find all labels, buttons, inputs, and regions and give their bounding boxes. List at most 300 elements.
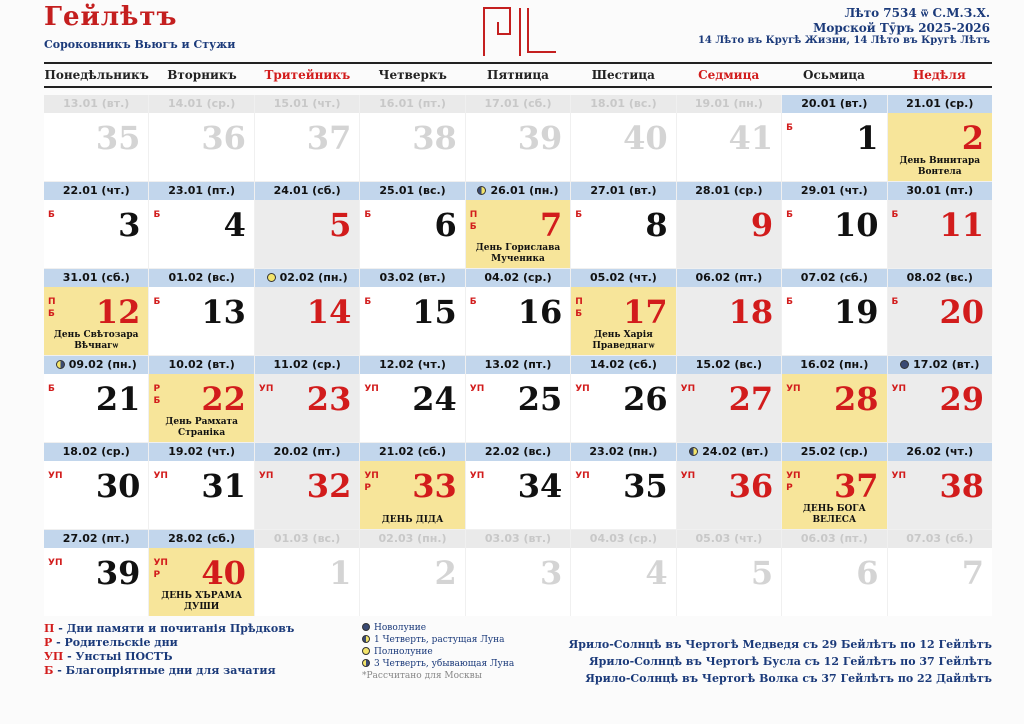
day-cell-date	[360, 269, 464, 287]
day-cell-body	[782, 461, 886, 529]
day-cell-date	[149, 530, 253, 548]
legend-marker-text: - Дни памяти и почитанія Прѣдковъ	[54, 622, 295, 635]
day-marker: УП	[153, 471, 168, 481]
day-cell[interactable]	[571, 95, 675, 181]
day-cell-date	[466, 182, 570, 200]
day-marker: Б	[469, 222, 477, 232]
legend-moon-row	[362, 658, 514, 670]
day-cell-date	[149, 182, 253, 200]
day-cell-body	[571, 287, 675, 355]
day-cell-date-text: 25.01 (вс.)	[379, 184, 446, 197]
day-cell-date	[466, 356, 570, 374]
day-cell[interactable]	[149, 95, 253, 181]
day-cell[interactable]	[677, 95, 781, 181]
day-cell[interactable]	[360, 182, 464, 268]
day-cell-body	[149, 374, 253, 442]
day-number: 1	[329, 554, 352, 592]
day-cell[interactable]	[571, 530, 675, 616]
day-number: 13	[201, 293, 246, 331]
day-cell-date	[466, 95, 570, 113]
legend-sun-halls	[540, 636, 992, 687]
day-cell-date	[255, 530, 359, 548]
day-cell[interactable]	[466, 95, 570, 181]
year-line: Лѣто 7534 ѿ С.М.З.Х.	[844, 6, 990, 20]
legend-marker-key: П	[44, 622, 55, 635]
day-number: 29	[939, 380, 984, 418]
day-cell[interactable]	[149, 182, 253, 268]
day-number: 18	[728, 293, 774, 331]
day-cell-date	[677, 269, 781, 287]
day-number: 37	[306, 119, 352, 157]
day-cell[interactable]	[44, 182, 148, 268]
day-cell[interactable]	[149, 443, 253, 529]
day-cell-body	[255, 200, 359, 268]
day-cell-date	[44, 356, 148, 374]
day-cell-date	[255, 95, 359, 113]
day-cell-date	[44, 530, 148, 548]
day-cell-date-text: 07.02 (сб.)	[800, 271, 868, 284]
day-cell[interactable]	[255, 356, 359, 442]
weekday-label: Недѣля	[912, 68, 966, 82]
day-cell-date	[360, 182, 464, 200]
day-cell-date-text: 18.01 (вс.)	[590, 97, 657, 110]
day-cell-date-text: 13.02 (пт.)	[484, 358, 552, 371]
day-cell[interactable]	[466, 443, 570, 529]
day-number: 9	[750, 206, 774, 244]
day-cell-date-text: 21.01 (ср.)	[906, 97, 974, 110]
day-cell-date-text: 23.02 (пн.)	[589, 445, 658, 458]
day-cell[interactable]	[677, 269, 781, 355]
day-cell[interactable]	[149, 269, 253, 355]
legend-marker-text: - Благопріятные дни для зачатия	[53, 664, 276, 677]
day-cell-date	[782, 269, 886, 287]
day-cell[interactable]	[44, 356, 148, 442]
month-title: Гейлѣтъ	[44, 2, 178, 32]
day-cell-body	[360, 113, 464, 181]
day-marker: УП	[364, 471, 379, 481]
day-number: 34	[517, 467, 563, 505]
day-cell-body	[677, 287, 781, 355]
day-marker: УП	[575, 471, 590, 481]
day-cell-date-text: 06.03 (пт.)	[800, 532, 868, 545]
day-cell[interactable]	[360, 269, 464, 355]
day-marker: П	[575, 297, 583, 307]
day-number: 8	[645, 206, 668, 244]
legend-sun-row: Ярило-Солнцѣ въ Чертогѣ Бусла съ 12 Гейлѣтъ по 37 Гейлѣтъ	[588, 655, 992, 668]
day-cell-body	[360, 548, 464, 616]
day-cell[interactable]	[255, 95, 359, 181]
day-cell[interactable]	[255, 530, 359, 616]
day-cell-body	[44, 374, 148, 442]
day-marker: Б	[891, 210, 899, 220]
day-marker: Б	[153, 396, 161, 406]
day-cell-body	[888, 113, 992, 181]
day-cell-body	[44, 287, 148, 355]
day-number: 10	[834, 206, 879, 244]
day-cell-date-text: 24.02 (вт.)	[702, 445, 769, 458]
day-cell-date	[888, 269, 992, 287]
weekday-label: Седмица	[698, 68, 760, 82]
day-cell[interactable]	[571, 356, 675, 442]
holiday-note: День Винитара Вонтела	[899, 156, 981, 177]
day-cell[interactable]	[466, 356, 570, 442]
day-marker: Б	[575, 309, 583, 319]
day-cell[interactable]	[255, 182, 359, 268]
day-cell[interactable]	[888, 182, 992, 268]
day-cell-date	[466, 443, 570, 461]
day-cell-date	[466, 530, 570, 548]
day-marker: УП	[891, 384, 907, 394]
day-marker: П	[48, 297, 56, 307]
day-cell[interactable]	[571, 182, 675, 268]
day-marker: УП	[891, 471, 907, 481]
day-cell-date-text: 22.01 (чт.)	[62, 184, 130, 197]
day-marker: Б	[48, 210, 55, 220]
day-cell-date-text: 06.02 (пт.)	[695, 271, 763, 284]
day-cell[interactable]	[44, 95, 148, 181]
day-number: 6	[856, 554, 879, 592]
weekday-label: Шестица	[591, 68, 655, 82]
day-cell-date-text: 11.02 (ср.)	[273, 358, 341, 371]
day-cell-date-text: 05.03 (чт.)	[695, 532, 763, 545]
day-cell-date-text: 09.02 (пн.)	[68, 358, 137, 371]
day-number: 39	[517, 119, 563, 157]
day-cell-date-text: 24.01 (сб.)	[273, 184, 341, 197]
day-cell-body	[149, 548, 253, 616]
legend-marker-text: - Унстыі ПОСТЪ	[63, 650, 173, 663]
day-number: 27	[728, 380, 774, 418]
legend-sun-row: Ярило-Солнцѣ въ Чертогѣ Волка съ 37 Гейлѣтъ по 22 Дайлѣтъ	[585, 672, 992, 685]
day-number: 28	[834, 380, 879, 418]
day-cell[interactable]	[888, 269, 992, 355]
day-number: 26	[623, 380, 668, 418]
day-cell[interactable]	[360, 443, 464, 529]
day-marker: Б	[786, 210, 793, 220]
day-marker: УП	[469, 384, 485, 394]
day-cell-date-text: 25.02 (ср.)	[800, 445, 868, 458]
day-cell[interactable]	[888, 443, 992, 529]
day-number: 6	[434, 206, 457, 244]
day-cell[interactable]	[677, 443, 781, 529]
holiday-note: ДЕНЬ ХЪРАМА ДУШИ	[161, 591, 243, 612]
day-cell[interactable]	[466, 269, 570, 355]
day-cell-date	[360, 443, 464, 461]
moon-phase-icon	[362, 659, 370, 667]
day-cell[interactable]	[360, 356, 464, 442]
day-cell-date-text: 29.01 (чт.)	[800, 184, 868, 197]
day-cell-body	[782, 374, 886, 442]
day-marker: УП	[469, 471, 485, 481]
day-cell[interactable]	[677, 356, 781, 442]
day-number: 2	[434, 554, 457, 592]
legend-marker-row	[44, 636, 294, 650]
moon-phase-icon	[267, 273, 276, 282]
day-cell-body	[149, 287, 253, 355]
day-cell[interactable]	[571, 269, 675, 355]
legend-marker-text: - Родительскіе дни	[52, 636, 178, 649]
day-cell-date-text: 27.01 (вт.)	[590, 184, 657, 197]
day-number: 33	[412, 467, 457, 505]
day-number: 7	[539, 206, 563, 244]
day-cell-date-text: 18.02 (ср.)	[62, 445, 130, 458]
day-cell-body	[782, 548, 886, 616]
day-cell-body	[677, 374, 781, 442]
month-subtitle: Сороковникъ Вьюгъ и Стужи	[44, 38, 236, 51]
weekday-label: Пятница	[487, 68, 549, 82]
moon-phase-icon	[689, 447, 698, 456]
day-cell-date-text: 14.02 (сб.)	[589, 358, 657, 371]
day-marker: УП	[680, 471, 696, 481]
day-number: 37	[834, 467, 879, 505]
day-cell-date	[571, 530, 675, 548]
day-cell-date	[44, 95, 148, 113]
day-cell-body	[571, 461, 675, 529]
day-cell-date-text: 04.02 (ср.)	[484, 271, 552, 284]
day-cell-date	[255, 269, 359, 287]
moon-phase-icon	[477, 186, 486, 195]
weekday-label: Тритейникъ	[264, 68, 351, 82]
day-number: 32	[306, 467, 352, 505]
day-cell-date	[888, 182, 992, 200]
day-number: 4	[223, 206, 246, 244]
legend-moon-note: *Рассчитано для Москвы	[362, 671, 482, 681]
day-cell-date	[360, 356, 464, 374]
day-cell-body	[466, 548, 570, 616]
day-cell[interactable]	[466, 530, 570, 616]
day-marker: Р	[153, 570, 161, 580]
day-cell[interactable]	[782, 269, 886, 355]
day-marker: Б	[891, 297, 899, 307]
day-cell-body	[360, 461, 464, 529]
day-cell[interactable]	[782, 95, 886, 181]
day-marker: УП	[680, 384, 696, 394]
day-cell-date	[360, 530, 464, 548]
day-cell-date	[782, 530, 886, 548]
day-cell-date-text: 16.02 (пн.)	[800, 358, 869, 371]
day-cell-date	[888, 95, 992, 113]
day-cell-date-text: 12.02 (чт.)	[379, 358, 446, 371]
day-marker: Б	[469, 297, 477, 307]
legend-moon-text: Полнолуние	[374, 647, 433, 657]
day-number: 5	[329, 206, 352, 244]
day-cell-body	[782, 200, 886, 268]
day-cell-date-text: 17.02 (вт.)	[913, 358, 980, 371]
day-cell-date	[677, 356, 781, 374]
day-marker: УП	[786, 471, 801, 481]
day-marker: Р	[364, 483, 371, 493]
day-number: 12	[95, 293, 141, 331]
day-cell-date-text: 20.01 (вт.)	[801, 97, 868, 110]
day-cell-body	[44, 113, 148, 181]
day-cell-body	[888, 461, 992, 529]
legend-marker-row	[44, 664, 294, 678]
day-cell[interactable]	[571, 443, 675, 529]
day-cell[interactable]	[888, 530, 992, 616]
year-name: Морской Тӯръ 2025-2026	[813, 21, 990, 35]
weekday-label: Вторникъ	[167, 68, 237, 82]
day-cell-date	[677, 182, 781, 200]
day-cell[interactable]	[149, 356, 253, 442]
day-marker: Р	[153, 384, 161, 394]
day-cell-date	[255, 356, 359, 374]
day-number: 35	[623, 467, 668, 505]
day-cell-body	[466, 461, 570, 529]
day-marker: УП	[786, 384, 801, 394]
day-marker: УП	[258, 384, 274, 394]
moon-phase-icon	[56, 360, 65, 369]
day-number: 16	[517, 293, 563, 331]
weekday-label: Осьмица	[803, 68, 865, 82]
day-cell-date-text: 19.01 (пн.)	[694, 97, 763, 110]
day-cell[interactable]	[782, 182, 886, 268]
holiday-note: ДЕНЬ БОГА ВЕЛЕСА	[802, 504, 866, 525]
day-cell[interactable]	[677, 182, 781, 268]
day-cell-body	[571, 113, 675, 181]
day-cell-body	[677, 113, 781, 181]
day-cell-date-text: 02.03 (пн.)	[378, 532, 447, 545]
day-cell-body	[888, 287, 992, 355]
day-cell-date-text: 03.02 (вт.)	[379, 271, 446, 284]
day-cell-body	[571, 374, 675, 442]
day-cell-body	[466, 287, 570, 355]
day-number: 15	[412, 293, 457, 331]
day-cell[interactable]	[782, 356, 886, 442]
day-cell-body	[149, 200, 253, 268]
day-cell-date	[44, 269, 148, 287]
day-cell-date	[677, 530, 781, 548]
day-cell-date	[255, 182, 359, 200]
day-cell-date-text: 15.01 (чт.)	[273, 97, 341, 110]
day-marker: Б	[48, 384, 55, 394]
day-number: 40	[623, 119, 668, 157]
legend-moon-text: 3 Четверть, убывающая Луна	[374, 659, 515, 669]
day-cell[interactable]	[255, 443, 359, 529]
day-cell-date	[782, 95, 886, 113]
day-cell-body	[44, 548, 148, 616]
day-cell[interactable]	[149, 530, 253, 616]
day-number: 38	[412, 119, 457, 157]
day-cell-body	[360, 200, 464, 268]
day-cell-body	[782, 287, 886, 355]
day-cell-date	[888, 356, 992, 374]
day-cell-body	[466, 374, 570, 442]
moon-phase-icon	[900, 360, 909, 369]
day-cell-body	[255, 287, 359, 355]
day-cell[interactable]	[888, 356, 992, 442]
day-cell-date-text: 01.03 (вс.)	[273, 532, 341, 545]
day-cell[interactable]	[44, 530, 148, 616]
legend-moon-phases	[362, 622, 514, 682]
day-cell-body	[677, 548, 781, 616]
day-cell-date-text: 26.01 (пн.)	[490, 184, 559, 197]
day-cell-body	[677, 200, 781, 268]
day-number: 17	[623, 293, 668, 331]
day-cell-date-text: 05.02 (чт.)	[590, 271, 657, 284]
legend-marker-key: Б	[44, 664, 54, 677]
legend-moon-text: Новолуние	[374, 623, 427, 633]
day-cell-date-text: 28.02 (сб.)	[168, 532, 236, 545]
day-cell-date	[44, 182, 148, 200]
day-cell-date	[571, 356, 675, 374]
day-cell-date-text: 23.01 (пт.)	[168, 184, 236, 197]
day-marker: УП	[258, 471, 274, 481]
day-number: 36	[728, 467, 774, 505]
day-cell-body	[782, 113, 886, 181]
day-cell-date	[571, 182, 675, 200]
day-cell[interactable]	[466, 182, 570, 268]
day-cell-date-text: 14.01 (ср.)	[168, 97, 236, 110]
day-marker: УП	[364, 384, 379, 394]
moon-phase-icon	[362, 647, 370, 655]
day-number: 38	[939, 467, 984, 505]
day-number: 40	[201, 554, 246, 592]
day-cell-body	[255, 113, 359, 181]
legend-marker-key: Р	[44, 636, 53, 649]
day-number: 3	[539, 554, 563, 592]
circle-line: 14 Лѣто въ Кругѣ Жизни, 14 Лѣто въ Кругѣ Лѣтъ	[697, 35, 990, 46]
day-marker: Б	[364, 297, 372, 307]
moon-phase-icon	[362, 623, 370, 631]
day-cell-date	[571, 443, 675, 461]
day-cell-date-text: 13.01 (вт.)	[63, 97, 130, 110]
day-cell[interactable]	[677, 530, 781, 616]
day-cell-date	[149, 356, 253, 374]
day-cell-date	[782, 356, 886, 374]
day-cell[interactable]	[360, 530, 464, 616]
moon-phase-icon	[362, 635, 370, 643]
day-cell-date-text: 16.01 (пт.)	[379, 97, 446, 110]
legend-moon-row	[362, 622, 514, 634]
day-cell[interactable]	[360, 95, 464, 181]
day-cell-date	[149, 269, 253, 287]
day-marker: Б	[786, 123, 793, 133]
legend-moon-row	[362, 646, 514, 658]
day-cell[interactable]	[888, 95, 992, 181]
day-cell-date-text: 02.02 (пн.)	[279, 271, 348, 284]
day-cell-date	[149, 95, 253, 113]
day-number: 35	[95, 119, 141, 157]
day-marker: Б	[48, 309, 55, 319]
day-marker: Б	[153, 297, 161, 307]
day-number: 20	[939, 293, 984, 331]
day-cell-date-text: 08.02 (вс.)	[906, 271, 973, 284]
legend-moon-text: 1 Четверть, растущая Луна	[374, 635, 505, 645]
day-cell-date	[571, 269, 675, 287]
day-cell-date	[255, 443, 359, 461]
day-cell-body	[571, 548, 675, 616]
day-cell[interactable]	[782, 443, 886, 529]
day-cell[interactable]	[255, 269, 359, 355]
holiday-note: День Свѣтозара Вѣчнагѡ	[53, 330, 139, 351]
day-number: 11	[939, 206, 984, 244]
day-cell-date-text: 10.02 (вт.)	[168, 358, 235, 371]
day-cell-date-text: 21.02 (сб.)	[379, 445, 447, 458]
day-cell[interactable]	[44, 269, 148, 355]
day-cell-date	[149, 443, 253, 461]
day-cell-body	[255, 548, 359, 616]
day-cell-body	[44, 200, 148, 268]
day-cell[interactable]	[782, 530, 886, 616]
day-cell[interactable]	[44, 443, 148, 529]
day-marker: Р	[786, 483, 793, 493]
day-cell-date-text: 04.03 (ср.)	[589, 532, 658, 545]
day-number: 21	[95, 380, 141, 418]
day-cell-date-text: 31.01 (сб.)	[62, 271, 130, 284]
day-cell-date	[782, 443, 886, 461]
day-cell-body	[677, 461, 781, 529]
day-number: 19	[834, 293, 879, 331]
day-cell-date	[888, 530, 992, 548]
